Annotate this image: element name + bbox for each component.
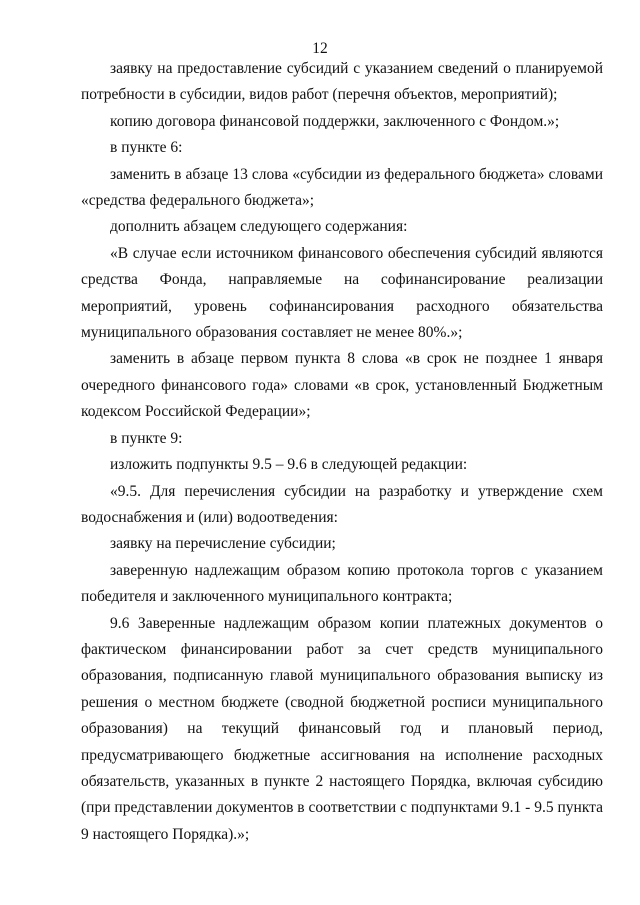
paragraph-fund-cofinancing: «В случае если источником финансового обеспечения субсидий являются средства Фонда, направляемые на софинансирование реализации мероприятий, уровень софинансирования расходного обязательства муниципального образования составляет не менее 80%.»; xyxy=(81,244,603,342)
paragraph-subpoints-edit: изложить подпункты 9.5 – 9.6 в следующей редакции: xyxy=(110,456,468,474)
paragraph-application-request: заявку на предоставление субсидий с указанием сведений о планируемой потребности в субсидии, видов работ (перечня объектов, мероприятий); xyxy=(81,60,603,104)
paragraph-support-agreement: копию договора финансовой поддержки, заключенного с Фондом.»; xyxy=(110,112,560,130)
page-number: 12 xyxy=(312,40,328,57)
paragraph-replace-words-13: заменить в абзаце 13 слова «субсидии из федерального бюджета» словами «средства федерального бюджета»; xyxy=(81,165,603,210)
paragraph-point-9: в пункте 9: xyxy=(110,429,183,447)
paragraph-replace-point-8: заменить в абзаце первом пункта 8 слова «в срок не позднее 1 января очередного финансового года» словами «в срок, установленный Бюджетным кодексом Российской Федерации»; xyxy=(81,350,603,421)
paragraph-tender-protocol: заверенную надлежащим образом копию протокола торгов с указанием победителя и заключенного муниципального контракта; xyxy=(81,561,603,606)
paragraph-9-6: 9.6 Заверенные надлежащим образом копии платежных документов о фактическом финансировании работ за счет средств муниципального образования, подписанную главой муниципального образования выписку из решения о местном бюджете (сводной бюджетной росписи муниципального образования) на текущий финансовый год и плановый период, предусматривающего бюджетные ассигнования на исполнение расходных обязательств, указанных в пункте 2 настоящего Порядка, включая субсидию (при представлении документов в соответствии с подпунктами 9.1 - 9.5 пункта 9 настоящего Порядка).»; xyxy=(81,614,603,843)
paragraph-9-5: «9.5. Для перечисления субсидии на разработку и утверждение схем водоснабжения и (или) водоотведения: xyxy=(81,482,603,526)
paragraph-add-clause: дополнить абзацем следующего содержания: xyxy=(110,218,408,236)
paragraph-transfer-request: заявку на перечисление субсидии; xyxy=(110,535,336,553)
document-body xyxy=(81,56,603,848)
paragraph-point-6: в пункте 6: xyxy=(110,139,183,157)
